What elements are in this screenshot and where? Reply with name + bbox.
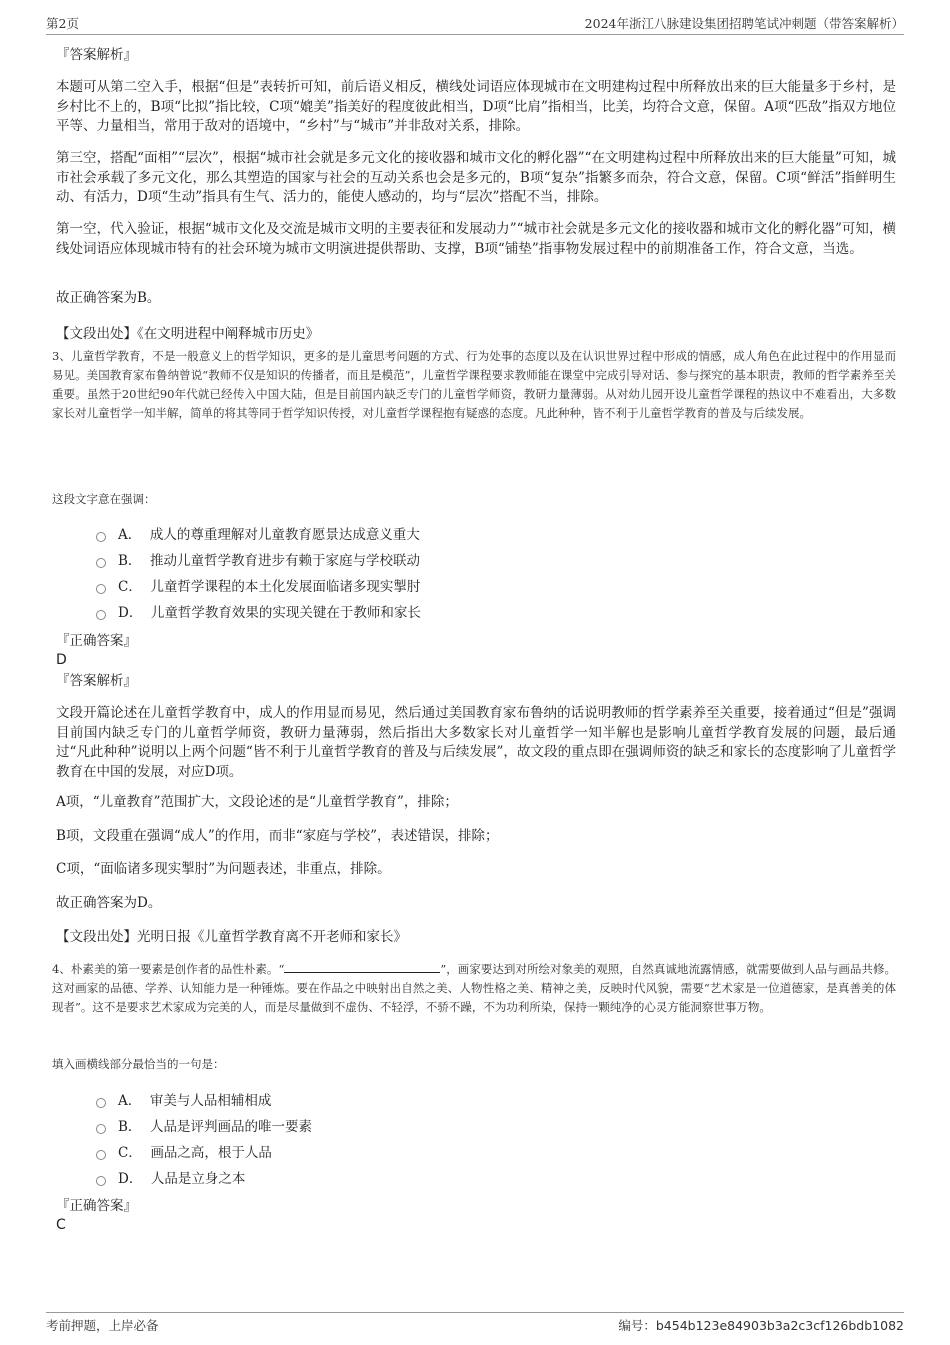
page-footer: [46, 1312, 904, 1337]
q3-option-b[interactable]: B． 推动儿童哲学教育进步有赖于家庭与学校联动: [96, 550, 420, 572]
document-code: 编号：b454b123e84903b3a2c3cf126bdb1082: [618, 1318, 904, 1333]
q3-answer-label: 『正确答案』: [56, 633, 137, 649]
q3-conclusion: 故正确答案为D。: [56, 895, 162, 911]
q2-analysis-para-1: 本题可从第二空入手，根据“但是”表转折可知，前后语义相反，横线处词语应体现城市在文明建构过程中所释放出来的巨大能量多于乡村，是乡村比不上的，B项“比拟”指比较，C项“媲美”指美好的程度彼此相当，D项“比肩”指相当，比美，均符合文意，保留。A项“匹敌”指双方地位平等、力量相当，常用于敌对的语境中，“乡村”与“城市”并非敌对关系，排除。: [56, 79, 896, 134]
q3-eliminate-b: B项，文段重在强调“成人”的作用，而非“家庭与学校”，表述错误，排除；: [56, 828, 499, 844]
q4-option-b[interactable]: B． 人品是评判画品的唯一要素: [96, 1116, 312, 1138]
radio-icon[interactable]: [96, 584, 106, 594]
q2-source: 【文段出处】《在文明进程中阐释城市历史》: [56, 326, 320, 342]
q4-answer: C: [56, 1217, 66, 1233]
q2-analysis-para-3: 第一空，代入验证，根据“城市文化及交流是城市文明的主要表征和发展动力”“城市社会就是多元文化的接收器和城市文化的孵化器”可知，横线处词语应体现城市特有的社会环境为城市文明演进提供帮助、支撑，B项“铺垫”指事物发展过程中的前期准备工作，符合文意，当选。: [56, 221, 896, 257]
q3-eliminate-c: C项，“面临诸多现实掣肘”为问题表述，非重点，排除。: [56, 861, 391, 877]
q3-option-d[interactable]: D． 儿童哲学教育效果的实现关键在于教师和家长: [96, 602, 421, 624]
q4-option-a[interactable]: A． 审美与人品相辅相成: [96, 1090, 271, 1112]
page-number: 第2页: [46, 16, 79, 31]
document-title: 2024年浙江八脉建设集团招聘笔试冲刺题（带答案解析）: [584, 16, 904, 31]
q3-option-a[interactable]: A． 成人的尊重理解对儿童教育愿景达成意义重大: [96, 524, 420, 546]
q4-prompt: 填入画横线部分最恰当的一句是：: [52, 1057, 225, 1071]
q2-analysis-label: 『答案解析』: [56, 47, 137, 63]
q3-analysis-label: 『答案解析』: [56, 673, 137, 689]
radio-icon[interactable]: [96, 532, 106, 542]
page-header: [46, 12, 904, 35]
q4-option-d[interactable]: D． 人品是立身之本: [96, 1168, 245, 1190]
radio-icon[interactable]: [96, 1098, 106, 1108]
footer-slogan: 考前押题，上岸必备: [46, 1318, 159, 1333]
q3-stem: 3、儿童哲学教育，不是一般意义上的哲学知识，更多的是儿童思考问题的方式、行为处事的态度以及在认识世界过程中形成的情感，成人角色在此过程中的作用显而易见。美国教育家布鲁纳曾说“教师不仅是知识的传播者，而且是模范”，儿童哲学课程要求教师能在课堂中完成引导对话、参与探究的基本职责，教师的哲学素养至关重要。虽然于20世纪90年代就已经传入中国大陆，但是目前国内缺乏专门的儿童哲学师资，教研力量薄弱。从对幼儿园开设儿童哲学课程的热议中不难看出，大多数家长对儿童哲学一知半解，简单的将其等同于哲学知识传授，对儿童哲学课程抱有疑惑的态度。凡此种种，皆不利于儿童哲学教育的普及与后续发展。: [52, 349, 896, 420]
q3-option-c[interactable]: C． 儿童哲学课程的本土化发展面临诸多现实掣肘: [96, 576, 420, 598]
radio-icon[interactable]: [96, 1150, 106, 1160]
radio-icon[interactable]: [96, 610, 106, 620]
q2-analysis-para-2: 第三空，搭配“面相”“层次”，根据“城市社会就是多元文化的接收器和城市文化的孵化器”“在文明建构过程中所释放出来的巨大能量”可知，城市社会承载了多元文化，那么其塑造的国家与社会的互动关系也会是多元的，B项“复杂”指繁多而杂，符合文意，保留。C项“鲜活”指鲜明生动、有活力，D项“生动”指具有生气、活力的，能使人感动的，均与“层次”搭配不当，排除。: [56, 150, 896, 205]
q4-answer-label: 『正确答案』: [56, 1198, 137, 1214]
q3-answer: D: [56, 652, 67, 668]
fill-blank: [284, 960, 440, 973]
radio-icon[interactable]: [96, 558, 106, 568]
q2-analysis-label-block: [56, 46, 896, 66]
radio-icon[interactable]: [96, 1124, 106, 1134]
q2-conclusion: 故正确答案为B。: [56, 290, 161, 306]
q3-prompt: 这段文字意在强调：: [52, 492, 156, 506]
q4-option-c[interactable]: C． 画品之高，根于人品: [96, 1142, 272, 1164]
q3-eliminate-a: A项，“儿童教育”范围扩大，文段论述的是“儿童哲学教育”，排除；: [56, 794, 458, 810]
q4-stem: 4、朴素美的第一要素是创作者的品性朴素。“ ”，画家要达到对所绘对象美的观照，自然真诚地流露情感，就需要做到人品与画品共修。这对画家的品德、学养、认知能力是一种锤炼。要在作品之中映射出自然之美、人物性格之美、精神之美，反映时代风貌，需要“艺术家是一位道德家，是真善美的体现者”。这不是要求艺术家成为完美的人，而是尽量做到不虚伪、不轻浮，不骄不躁，不为功利所染，保持一颗纯净的心灵方能洞察世事万物。: [52, 962, 897, 1014]
q3-analysis: 文段开篇论述在儿童哲学教育中，成人的作用显而易见，然后通过美国教育家布鲁纳的话说明教师的哲学素养至关重要，接着通过“但是”强调目前国内缺乏专门的儿童哲学师资，教研力量薄弱，然后指出大多数家长对儿童哲学一知半解也是影响儿童哲学教育发展的问题，最后通过“凡此种种”说明以上两个问题“皆不利于儿童哲学教育的普及与后续发展”，故文段的重点即在强调师资的缺乏和家长的态度影响了儿童哲学教育在中国的发展，对应D项。: [56, 705, 896, 780]
radio-icon[interactable]: [96, 1176, 106, 1186]
q3-source: 【文段出处】光明日报《儿童哲学教育离不开老师和家长》: [56, 929, 407, 945]
